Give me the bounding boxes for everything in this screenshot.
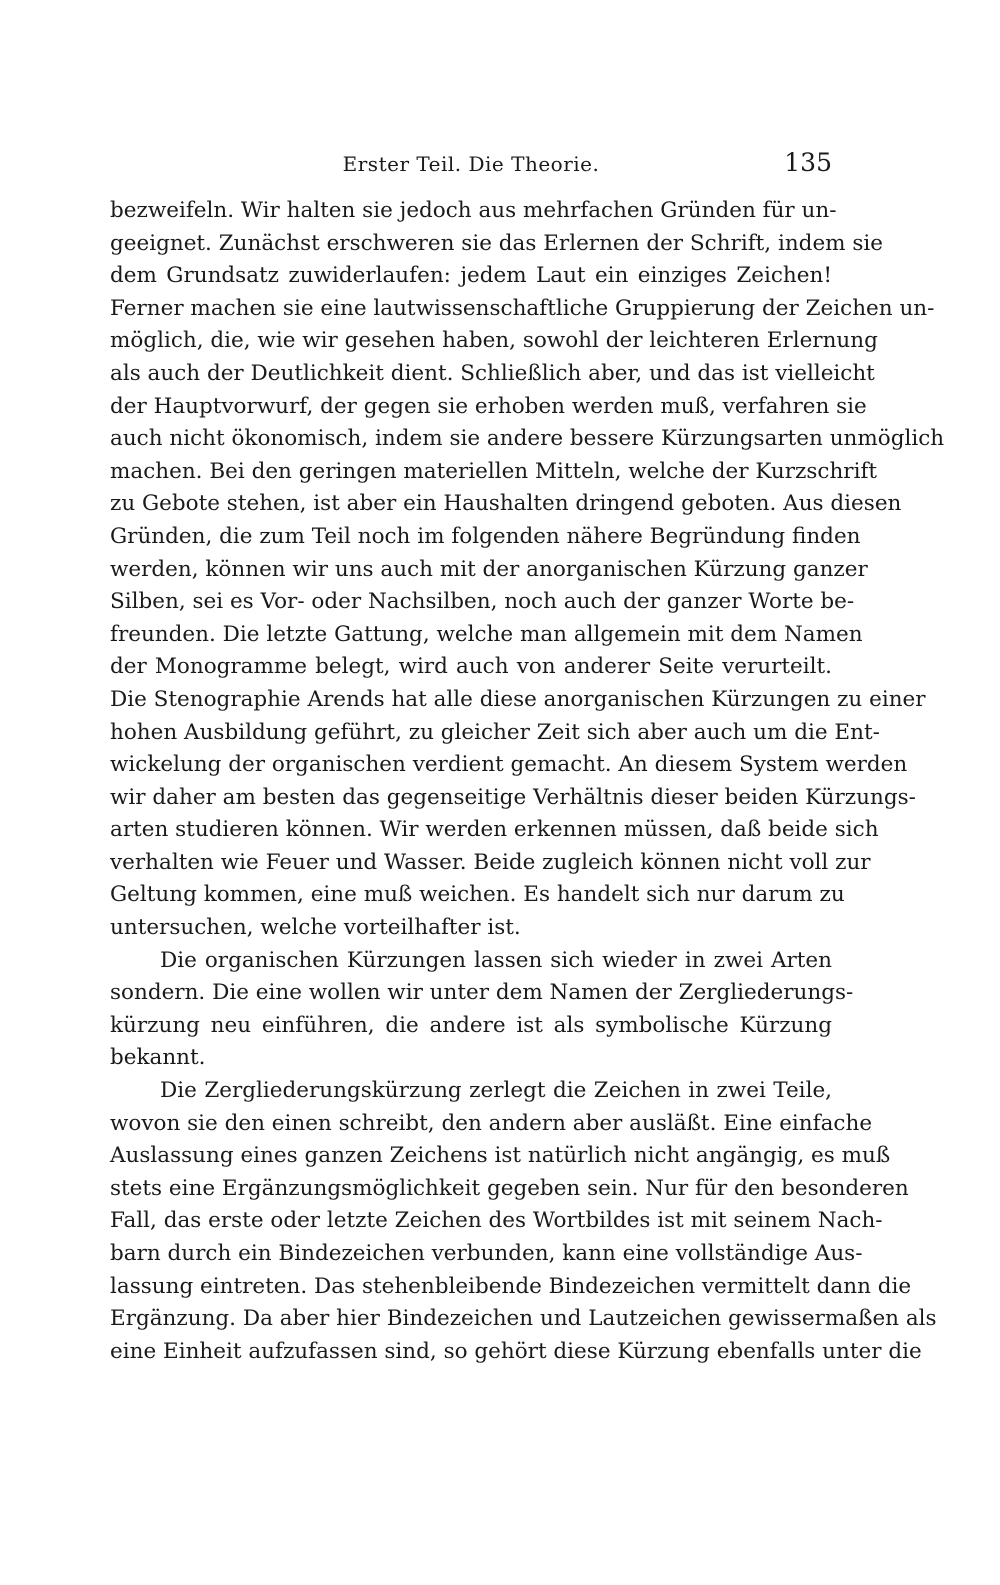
text-line: wovon sie den einen schreibt, den andern aber ausläßt. Eine einfache — [110, 1110, 873, 1136]
text-line: möglich, die, wie wir gesehen haben, sowohl der leichteren Erlernung — [110, 328, 878, 354]
text-line: lassung eintreten. Das stehenbleibende Bindezeichen vermittelt dann die — [110, 1273, 912, 1299]
text-line: werden, können wir uns auch mit der anorganischen Kürzung ganzer — [110, 556, 868, 582]
text-line: auch nicht ökonomisch, indem sie andere bessere Kürzungsarten unmöglich — [110, 426, 945, 452]
text-line: Ferner machen sie eine lautwissenschaftliche Gruppierung der Zeichen un- — [110, 295, 935, 321]
text-line: Die Zergliederungskürzung zerlegt die Zeichen in zwei Teile, — [160, 1078, 832, 1104]
text-line: Gründen, die zum Teil noch im folgenden nähere Begründung finden — [110, 523, 861, 549]
text-line: untersuchen, welche vorteilhafter ist. — [110, 915, 521, 941]
text-line: geeignet. Zunächst erschweren sie das Erlernen der Schrift, indem sie — [110, 230, 884, 256]
text-line: freunden. Die letzte Gattung, welche man allgemein mit dem Namen — [110, 621, 863, 647]
text-line: Auslassung eines ganzen Zeichens ist natürlich nicht angängig, es muß — [110, 1143, 891, 1169]
text-line: Geltung kommen, eine muß weichen. Es handelt sich nur darum zu — [110, 882, 845, 908]
text-line: Silben, sei es Vor- oder Nachsilben, noch auch der ganzer Worte be- — [110, 589, 855, 615]
running-head — [110, 148, 832, 182]
text-line: dem Grundsatz zuwiderlaufen: jedem Laut ein einziges Zeichen! — [110, 263, 832, 289]
paragraph — [110, 945, 854, 1075]
paragraph — [110, 1075, 937, 1368]
running-title: Erster Teil. Die Theorie. — [342, 152, 600, 176]
text-line: arten studieren können. Wir werden erkennen müssen, daß beide sich — [110, 817, 879, 843]
paragraph — [110, 195, 945, 945]
body-text — [110, 195, 945, 1368]
text-line: bekannt. — [110, 1045, 206, 1071]
text-line: stets eine Ergänzungsmöglichkeit gegeben sein. Nur für den besonderen — [110, 1175, 909, 1201]
text-line: Die Stenographie Arends hat alle diese anorganischen Kürzungen zu einer — [110, 686, 926, 712]
text-line: als auch der Deutlichkeit dient. Schließlich aber, und das ist vielleicht — [110, 360, 875, 386]
text-line: sondern. Die eine wollen wir unter dem Namen der Zergliederungs- — [110, 980, 854, 1006]
text-line: barn durch ein Bindezeichen verbunden, kann eine vollständige Aus- — [110, 1241, 863, 1266]
text-line: der Monogramme belegt, wird auch von anderer Seite verurteilt. — [110, 654, 832, 680]
text-line: kürzung neu einführen, die andere ist als symbolische Kürzung — [110, 1012, 832, 1038]
text-line: eine Einheit aufzufassen sind, so gehört diese Kürzung ebenfalls unter die — [110, 1338, 922, 1364]
text-line: verhalten wie Feuer und Wasser. Beide zugleich können nicht voll zur — [110, 849, 871, 875]
text-line: bezweifeln. Wir halten sie jedoch aus mehrfachen Gründen für un- — [110, 198, 837, 223]
text-line: wickelung der organischen verdient gemacht. An diesem System werden — [110, 752, 908, 778]
text-line: hohen Ausbildung geführt, zu gleicher Zeit sich aber auch um die Ent- — [110, 719, 880, 745]
text-line: der Hauptvorwurf, der gegen sie erhoben werden muß, verfahren sie — [110, 393, 867, 419]
text-line: Ergänzung. Da aber hier Bindezeichen und Lautzeichen gewissermaßen als — [110, 1306, 937, 1332]
text-line: Die organischen Kürzungen lassen sich wieder in zwei Arten — [160, 947, 832, 973]
text-line: wir daher am besten das gegenseitige Verhältnis dieser beiden Kürzungs- — [110, 784, 916, 810]
page-number: 135 — [784, 148, 832, 177]
text-line: Fall, das erste oder letzte Zeichen des Wortbildes ist mit seinem Nach- — [110, 1208, 883, 1234]
text-line: machen. Bei den geringen materiellen Mitteln, welche der Kurzschrift — [110, 458, 878, 484]
text-line: zu Gebote stehen, ist aber ein Haushalten dringend geboten. Aus diesen — [110, 491, 902, 517]
